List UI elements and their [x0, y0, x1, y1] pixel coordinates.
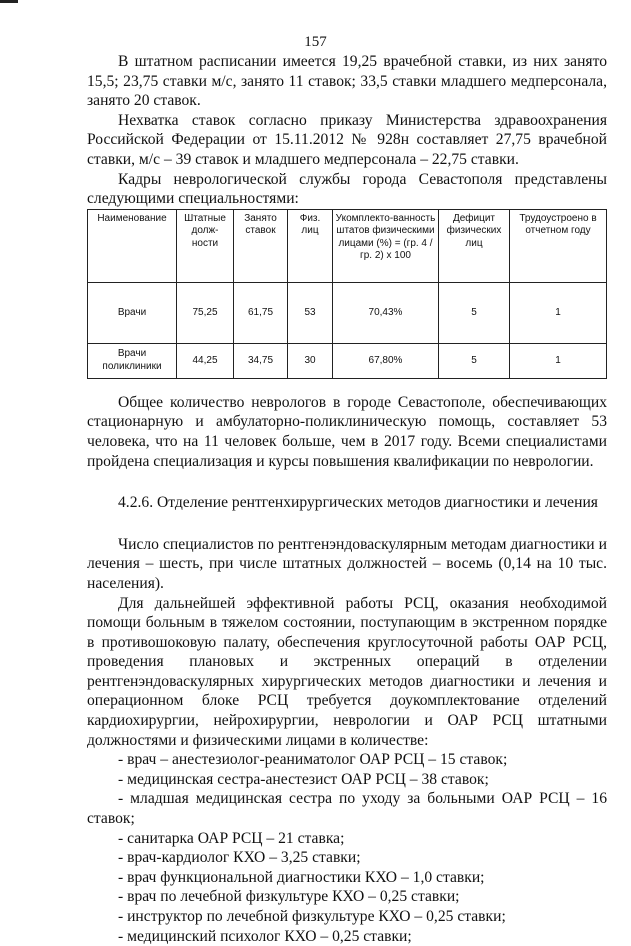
- table-cell: Врачи поликлиники: [88, 343, 177, 378]
- list-item: - врач функциональной диагностики КХО – 1,0 ставки;: [118, 868, 485, 886]
- paragraph-neurologists-total: Общее количество неврологов в городе Севастополе, обеспечивающих стационарную и амбулаторно-поликлиническую помощь, составляет 53 человека, что на 11 человек больше, чем в 2017 году. Всеми специалистами пройдена специализация и курсы повышения квалификации по неврологии.: [87, 393, 607, 470]
- list-item: - медицинский психолог КХО – 0,25 ставки;: [118, 927, 412, 945]
- table-header-persons: Физ. лиц: [288, 209, 333, 282]
- table-row: [88, 343, 607, 378]
- table-cell: 1: [510, 282, 607, 343]
- staffing-requirements-list: [87, 750, 607, 946]
- table-cell: 5: [439, 282, 510, 343]
- document-body: [87, 52, 607, 946]
- table-cell: Врачи: [88, 282, 177, 343]
- table-cell: 44,25: [177, 343, 234, 378]
- table-cell: 5: [439, 343, 510, 378]
- table-header-hired: Трудоустроено в отчетном году: [510, 209, 607, 282]
- table-header-staffing-rate: Укомплекто-ванность штатов физическими лицами (%) = (гр. 4 / гр. 2) х 100: [333, 209, 439, 282]
- paragraph-specialists-count: Число специалистов по рентгенэндоваскулярным методам диагностики и лечения – шесть, при числе штатных должностей – восемь (0,14 на 10 тыс. населения).: [87, 535, 607, 592]
- list-item: - врач-кардиолог КХО – 3,25 ставки;: [118, 849, 361, 867]
- page-number: 157: [304, 34, 327, 50]
- table-cell: 70,43%: [333, 282, 439, 343]
- paragraph-requirements: Для дальнейшей эффективной работы РСЦ, оказания необходимой помощи больным в тяжелом состоянии, поступающим в экстренном порядке в противошоковую палату, обеспечения круглосуточной работы ОАР РСЦ, проведения плановых и экстренных операций в отделении рентгенэндоваскулярных хирургических методов диагностики и лечения и операционном блоке РСЦ требуется доукомплектование отделений кардиохирургии, нейрохирургии, неврологии и ОАР РСЦ штатными должностями и физическими лицами в количестве:: [87, 594, 607, 749]
- list-item: - врач – анестезиолог-реаниматолог ОАР РСЦ – 15 ставок;: [118, 751, 508, 769]
- list-item: - врач по лечебной физкультуре КХО – 0,25 ставки;: [118, 888, 460, 906]
- table-cell: 67,80%: [333, 343, 439, 378]
- paragraph-staffing: В штатном расписании имеется 19,25 врачебной ставки, из них занято 15,5; 23,75 ставки м/с, занято 11 ставок; 33,5 ставки младшего медперсонала, занято 20 ставок.: [87, 53, 607, 110]
- table-header-row: [88, 209, 607, 282]
- table-cell: 61,75: [234, 282, 288, 343]
- paragraph-table-intro: Кадры неврологической службы города Севастополя представлены следующими специальностями:: [87, 170, 607, 208]
- table-header-positions: Штатные долж-ности: [177, 209, 234, 282]
- list-item: - инструктор по лечебной физкультуре КХО – 0,25 ставки;: [118, 908, 506, 925]
- table-row: [88, 282, 607, 343]
- table-cell: 75,25: [177, 282, 234, 343]
- list-item: - санитарка ОАР РСЦ – 21 ставка;: [118, 829, 345, 847]
- table-cell: 1: [510, 343, 607, 378]
- list-item: - медицинская сестра-анестезист ОАР РСЦ – 38 ставок;: [118, 770, 489, 788]
- table-cell: 53: [288, 282, 333, 343]
- table-header-occupied: Занято ставок: [234, 209, 288, 282]
- neurology-staff-table: [87, 209, 607, 379]
- table-header-deficit: Дефицит физических лиц: [439, 209, 510, 282]
- scan-corner-mark: [0, 0, 18, 3]
- paragraph-shortage: Нехватка ставок согласно приказу Министерства здравоохранения Российской Федерации от 15.11.2012 № 928н составляет 27,75 врачебной ставки, м/с – 39 ставок и младшего медперсонала – 22,75 ставки.: [87, 111, 607, 168]
- section-heading: 4.2.6. Отделение рентгенхирургических методов диагностики и лечения: [118, 494, 598, 512]
- table-cell: 34,75: [234, 343, 288, 378]
- table-cell: 30: [288, 343, 333, 378]
- table-header-name: Наименование: [88, 209, 177, 282]
- list-item: - младшая медицинская сестра по уходу за больными ОАР РСЦ – 16 ставок;: [87, 790, 607, 828]
